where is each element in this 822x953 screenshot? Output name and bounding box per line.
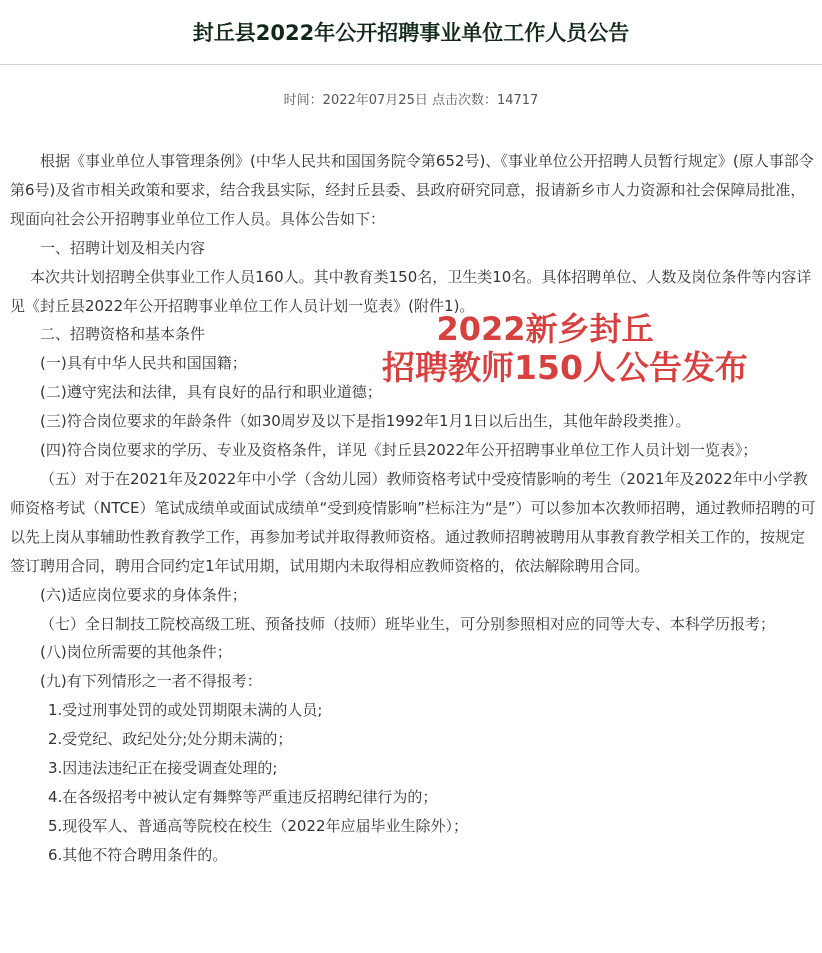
article-title: 封丘县2022年公开招聘事业单位工作人员公告: [192, 21, 630, 45]
section1-heading: 一、招聘计划及相关内容: [40, 238, 206, 257]
condition-item: （七）全日制技工院校高级工班、预备技师（技师）班毕业生，可分别参照相对应的同等大专、本科学历报考；: [40, 614, 776, 633]
exclusion-item: 5.现役军人、普通高等院校在校生（2022年应届毕业生除外）；: [48, 816, 468, 835]
exclusion-item: 1.受过刑事处罚的或处罚期限未满的人员;: [48, 701, 323, 720]
article-meta: 时间：2022年07月25日 点击次数：14717: [283, 93, 539, 108]
condition-item: （五）对于在2021年及2022年中小学（含幼儿园）教师资格考试中受疫情影响的考生（2021年及2022年中小学教师资格考试（NTCE）笔试成绩单或面试成绩单“受到疫情影响”栏标注为“是”）可以参加本次教师招聘，通过教师招聘的可以先上岗从事辅助性教育教学工作，再参加考试并取得教师资格。通过教师招聘被聘用从事教育教学相关工作的，按规定签订聘用合同，聘用合同约定1年试用期，试用期内未取得相应教师资格的，依法解除聘用合同。: [10, 469, 816, 575]
overlay-line-1: 2022新乡封丘: [436, 310, 654, 348]
condition-item: (二)遵守宪法和法律，具有良好的品行和职业道德；: [40, 383, 382, 402]
condition-item: (九)有下列情形之一者不得报考：: [40, 672, 262, 691]
section1-text: 本次共计划招聘全供事业工作人员160人。其中教育类150名，卫生类10名。具体招聘单位、人数及岗位条件等内容详见《封丘县2022年公开招聘事业单位工作人员计划一览表》(附件1)。: [10, 267, 812, 315]
section2-heading: 二、招聘资格和基本条件: [40, 325, 206, 344]
exclusion-item: 4.在各级招考中被认定有舞弊等严重违反招聘纪律行为的；: [48, 787, 438, 806]
overlay-line-2: 招聘教师150人公告发布: [382, 348, 748, 387]
exclusion-item: 2.受党纪、政纪处分;处分期未满的；: [48, 730, 293, 749]
condition-item: (八)岗位所需要的其他条件；: [40, 643, 232, 662]
exclusion-item: 6.其他不符合聘用条件的。: [48, 845, 228, 864]
condition-item: (三)符合岗位要求的年龄条件（如30周岁及以下是指1992年1月1日以后出生，其他年龄段类推）。: [40, 412, 691, 431]
title-divider: [0, 64, 822, 65]
exclusion-item: 3.因违法违纪正在接受调查处理的;: [48, 759, 278, 778]
condition-item: (一)具有中华人民共和国国籍；: [40, 354, 247, 373]
headline-overlay: [340, 310, 790, 388]
condition-item: (四)符合岗位要求的学历、专业及资格条件，详见《封丘县2022年公开招聘事业单位工作人员计划一览表》；: [40, 441, 758, 460]
intro-paragraph: 根据《事业单位人事管理条例》(中华人民共和国国务院令第652号)、《事业单位公开招聘人员暂行规定》(原人事部令第6号)及省市相关政策和要求，结合我县实际，经封丘县委、县政府研究同意，报请新乡市人力资源和社会保障局批准，现面向社会公开招聘事业单位工作人员。具体公告如下：: [10, 152, 814, 228]
article-body: [10, 147, 816, 870]
condition-item: (六)适应岗位要求的身体条件；: [40, 585, 247, 604]
